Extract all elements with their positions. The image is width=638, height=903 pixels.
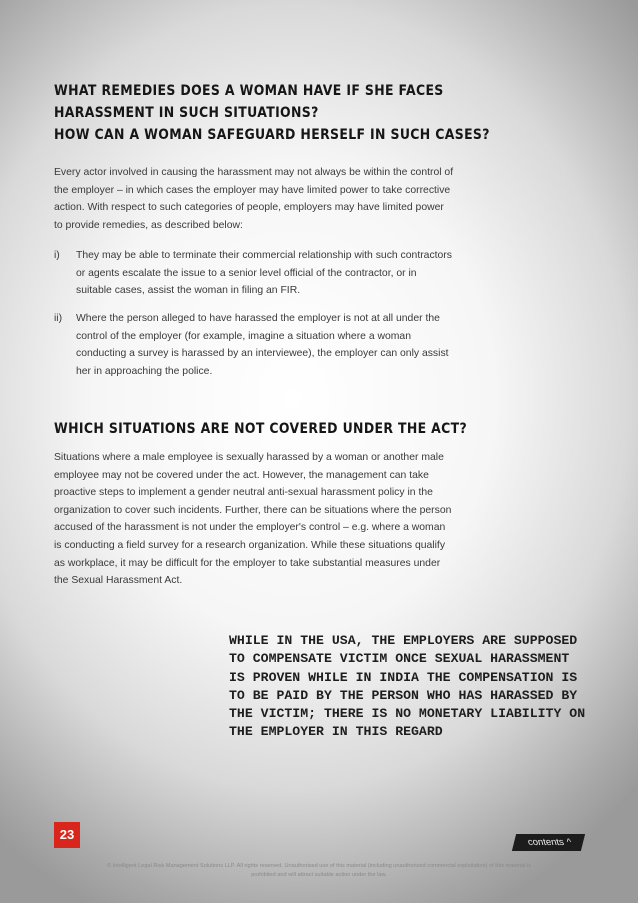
- contents-link[interactable]: [512, 834, 585, 851]
- footer-line: prohibited and will attract suitable action under the law.: [251, 872, 387, 878]
- list-item: [54, 247, 454, 300]
- list-item-text: Where the person alleged to have harassed the employer is not at all under the control of the employer (for example, imagine a situation where a woman conducting a survey is harassed by an interviewee), the employer can only assist her in approaching the police.: [76, 313, 449, 377]
- footer-line: © Intelligent Legal Risk Management Solutions LLP. All rights reserved. Unauthorised use of this material (including unauthorized commercial exploitation) of this material is: [106, 863, 532, 869]
- list-item-text: They may be able to terminate their commercial relationship with such contractors or agents escalate the issue to a senior level official of the contractor, or in suitable cases, assist the woman in filing an FIR.: [76, 250, 452, 297]
- section-heading-not-covered: WHICH SITUATIONS ARE NOT COVERED UNDER THE ACT?: [54, 421, 468, 437]
- list-item: [54, 310, 454, 380]
- heading-line: HARASSMENT IN SUCH SITUATIONS?: [54, 105, 319, 121]
- heading-line: WHAT REMEDIES DOES A WOMAN HAVE IF SHE FACES: [54, 83, 444, 99]
- copyright-footer: [40, 862, 598, 880]
- chevron-up-icon: ^: [565, 837, 573, 848]
- list-marker: ii): [54, 313, 63, 324]
- remedies-intro-paragraph: Every actor involved in causing the harassment may not always be within the control of the employer – in which cases the employer may have limited power to take corrective action. With respect to such categories of people, employers may have limited power to provide remedies, as described below:: [54, 167, 454, 231]
- heading-line: HOW CAN A WOMAN SAFEGUARD HERSELF IN SUCH CASES?: [54, 127, 490, 143]
- page-number-badge: 23: [54, 822, 80, 848]
- section-heading-remedies: [54, 80, 490, 146]
- list-marker: i): [54, 250, 60, 261]
- not-covered-paragraph: Situations where a male employee is sexually harassed by a woman or another male employee may not be covered under the act. However, the management can take proactive steps to implement a gender neutral anti-sexual harassment policy in the organization to cover such incidents. Further, there can be situations where the person accused of the harassment is not under the employer's control – e.g. where a woman is conducting a field survey for a research organization. While these situations qualify as workplace, it may be difficult for the employer to take substantial measures under the Sexual Harassment Act.: [54, 452, 452, 587]
- contents-label: contents: [526, 837, 566, 848]
- pull-quote: WHILE IN THE USA, THE EMPLOYERS ARE SUPPOSED TO COMPENSATE VICTIM ONCE SEXUAL HARASSMENT IS PROVEN WHILE IN INDIA THE COMPENSATION IS TO BE PAID BY THE PERSON WHO HAS HARASSED BY THE VICTIM; THERE IS NO MONETARY LIABILITY ON THE EMPLOYER IN THIS REGARD: [229, 633, 586, 740]
